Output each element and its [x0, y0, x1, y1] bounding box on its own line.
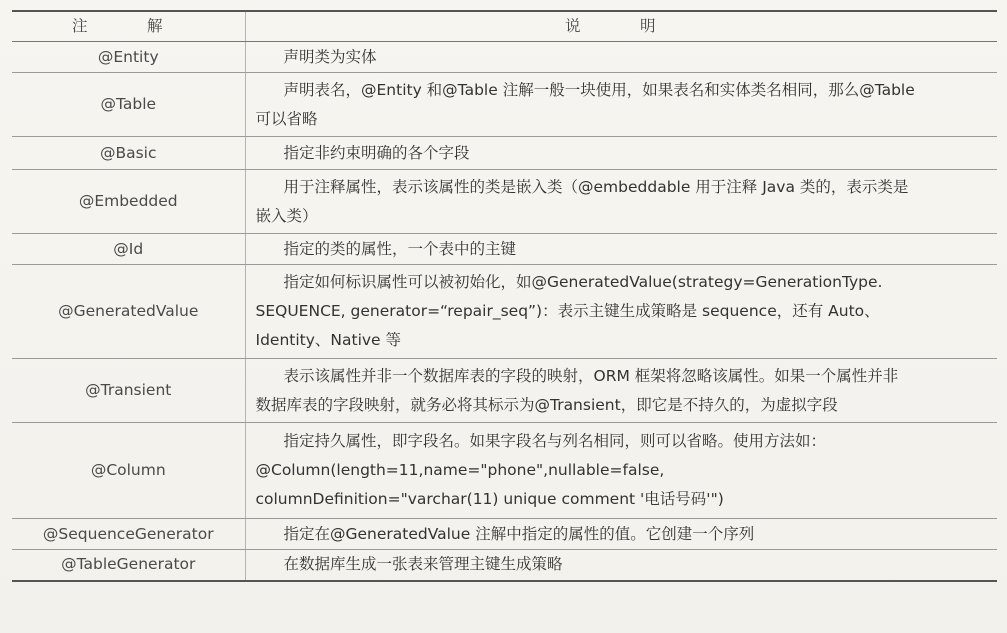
annotation-description	[245, 42, 997, 73]
description-line: 在数据库生成一张表来管理主键生成策略	[283, 555, 563, 574]
description-line: 声明类为实体	[283, 47, 377, 66]
table-row	[12, 359, 997, 423]
annotation-name: @Table	[12, 73, 245, 137]
annotation-description	[245, 550, 997, 581]
table-header	[12, 11, 997, 42]
annotation-name: @Column	[12, 423, 245, 519]
description-line: Identity、Native 等	[255, 331, 402, 349]
annotation-description	[245, 73, 997, 137]
annotation-name: @TableGenerator	[12, 550, 245, 581]
annotation-description	[245, 359, 997, 423]
annotation-name: @Transient	[12, 359, 245, 423]
annotation-name: @Basic	[12, 137, 245, 170]
description-line: 用于注释属性，表示该属性的类是嵌入类（@embeddable 用于注释 Java 类的，表示类是	[283, 177, 909, 196]
description-line: 嵌入类）	[255, 206, 318, 225]
description-line: SEQUENCE, generator=“repair_seq”)：表示主键生成策略是 sequence，还有 Auto、	[255, 302, 880, 320]
description-line: columnDefinition="varchar(11) unique comment '电话号码'")	[255, 490, 724, 508]
description-line: 指定在@GeneratedValue 注解中指定的属性的值。它创建一个序列	[283, 524, 755, 543]
description-line: 指定非约束明确的各个字段	[283, 143, 470, 162]
header-description: 说 明	[245, 11, 997, 42]
annotation-name: @Entity	[12, 42, 245, 73]
header-annotation: 注 解	[12, 11, 245, 42]
table-row	[12, 73, 997, 137]
annotation-name: @Id	[12, 234, 245, 265]
table-row	[12, 42, 997, 73]
table-row	[12, 137, 997, 170]
table-row	[12, 265, 997, 359]
description-line: 声明表名，@Entity 和@Table 注解一般一块使用，如果表名和实体类名相同，那么@Table	[283, 80, 915, 99]
description-line: 数据库表的字段映射，就务必将其标示为@Transient，即它是不持久的，为虚拟字段	[255, 395, 838, 414]
description-line: 指定持久属性，即字段名。如果字段名与列名相同，则可以省略。使用方法如：	[283, 432, 827, 450]
table-body	[12, 42, 997, 581]
annotation-description	[245, 265, 997, 359]
table-row	[12, 519, 997, 550]
description-line: 指定如何标识属性可以被初始化，如@GeneratedValue(strategy=GenerationType.	[283, 273, 883, 291]
annotation-description	[245, 423, 997, 519]
annotation-description	[245, 137, 997, 170]
description-line: 表示该属性并非一个数据库表的字段的映射，ORM 框架将忽略该属性。如果一个属性并非	[283, 366, 899, 385]
annotation-description	[245, 170, 997, 234]
table-header-row	[12, 11, 997, 42]
annotation-description	[245, 519, 997, 550]
table-row	[12, 234, 997, 265]
table-row	[12, 423, 997, 519]
annotation-name: @GeneratedValue	[12, 265, 245, 359]
description-line: 可以省略	[255, 109, 318, 128]
description-line: 指定的类的属性，一个表中的主键	[283, 239, 517, 258]
annotation-table	[12, 10, 997, 582]
annotation-name: @Embedded	[12, 170, 245, 234]
annotation-description	[245, 234, 997, 265]
table-row	[12, 550, 997, 581]
table-row	[12, 170, 997, 234]
description-line: @Column(length=11,name="phone",nullable=false,	[255, 461, 665, 479]
annotation-name: @SequenceGenerator	[12, 519, 245, 550]
